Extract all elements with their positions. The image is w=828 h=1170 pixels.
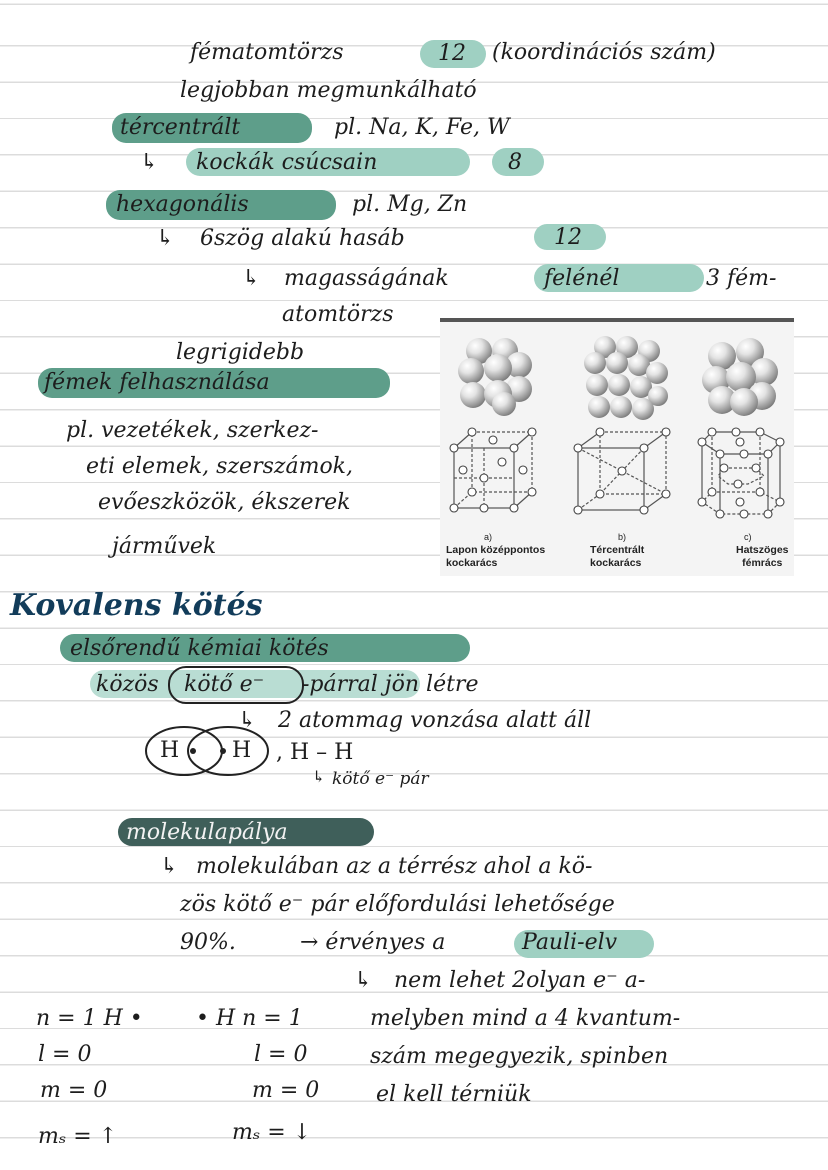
note-fematomtorzs: fématomtörzs [190,40,344,65]
label-felenel: felénél [544,266,620,291]
note-pauli2: melyben mind a 4 kvantum- [370,1006,681,1031]
note-parral: -párral jön létre [302,672,479,697]
note-12: 12 [438,41,466,66]
atom-h-right: H [232,738,252,763]
label-kozos: közös [96,672,159,697]
formula-h-h: , H – H [276,740,354,765]
arrow-6: ↳ [160,854,179,879]
sublabel-c: c) [744,532,752,542]
quantum-right-m: m = 0 [252,1078,320,1103]
quantum-right-l: l = 0 [254,1042,308,1067]
note-6szog: 6szög alakú hasáb [200,226,405,251]
arrow-5: ↳ [312,767,326,786]
hcp-lattice-diagram [698,428,788,522]
note-pauli4: el kell térniük [376,1082,532,1107]
note-mo2: zös kötő e⁻ pár előfordulási lehetősége [180,892,615,917]
note-pauli3: szám megegyezik, spinben [370,1044,669,1069]
label-tercentralt: tércentrált [120,115,241,140]
section-title-kovalens: Kovalens kötés [10,588,263,623]
note-koto-e: kötő e⁻ [184,672,265,697]
arrow-2: ↳ [156,226,175,251]
label-elsorendu: elsőrendű kémiai kötés [70,636,329,661]
quantum-left-l: l = 0 [38,1042,92,1067]
note-2atommag: 2 atommag vonzása alatt áll [278,708,592,733]
arrow-7: ↳ [354,968,373,993]
bcc-sphere-model [580,336,670,422]
label-hexagonalis: hexagonális [116,192,249,217]
note-vezetekek: pl. vezetékek, szerkez- [66,418,319,443]
figure-top-rule [440,318,794,322]
label-pauli: Pauli-elv [522,930,618,955]
quantum-right-ms: mₛ = ↓ [232,1120,312,1145]
note-legrigidebb: legrigidebb [176,340,305,365]
hcp-sphere-model [702,336,782,416]
atom-h-left: H [160,738,180,763]
label-femek: fémek felhasználása [44,370,270,395]
note-ervenyes: → érvényes a [300,930,446,955]
note-8: 8 [508,150,522,175]
fcc-sphere-model [456,336,536,416]
sublabel-a: a) [484,532,493,542]
quantum-right-n: • H n = 1 [196,1006,303,1031]
note-evoeszkozok: evőeszközök, ékszerek [98,490,351,515]
quantum-left-n: n = 1 H • [36,1006,143,1031]
note-magassaganak: magasságának [284,266,449,291]
bcc-lattice-diagram [574,428,670,518]
sublabel-b: b) [618,532,627,542]
note-pl-mg: pl. Mg, Zn [352,192,468,217]
note-3fem: 3 fém- [706,266,777,291]
note-atomtorzs: atomtörzs [282,302,394,327]
caption-hcp: Hatszöges fémrács [736,544,789,569]
note-koto-e-par: kötő e⁻ pár [332,769,429,789]
note-elemek: eti elemek, szerszámok, [86,454,354,479]
note-pauli1: nem lehet 2olyan e⁻ a- [394,968,646,993]
quantum-left-m: m = 0 [40,1078,108,1103]
note-mo1: molekulában az a térrész ahol a kö- [196,854,593,879]
caption-fcc: Lapon középpontos kockarács [446,544,546,569]
crystal-lattice-figure [440,318,794,576]
note-90: 90%. [180,930,236,955]
note-pl-na: pl. Na, K, Fe, W [334,115,510,140]
fcc-lattice-diagram [450,428,540,518]
quantum-left-ms: mₛ = ↑ [38,1124,118,1149]
arrow-1: ↳ [140,150,159,175]
note-legjobban: legjobban megmunkálható [180,78,477,103]
arrow-3: ↳ [242,266,261,291]
label-molekulapalya: molekulapálya [126,820,288,845]
label-kockak: kockák csúcsain [196,150,378,175]
note-12b: 12 [554,225,582,250]
note-koordinacios: (koordinációs szám) [492,40,716,65]
arrow-4: ↳ [238,708,257,733]
caption-bcc: Tércentrált kockarács [590,544,645,569]
note-jarmuvek: járművek [112,534,217,559]
